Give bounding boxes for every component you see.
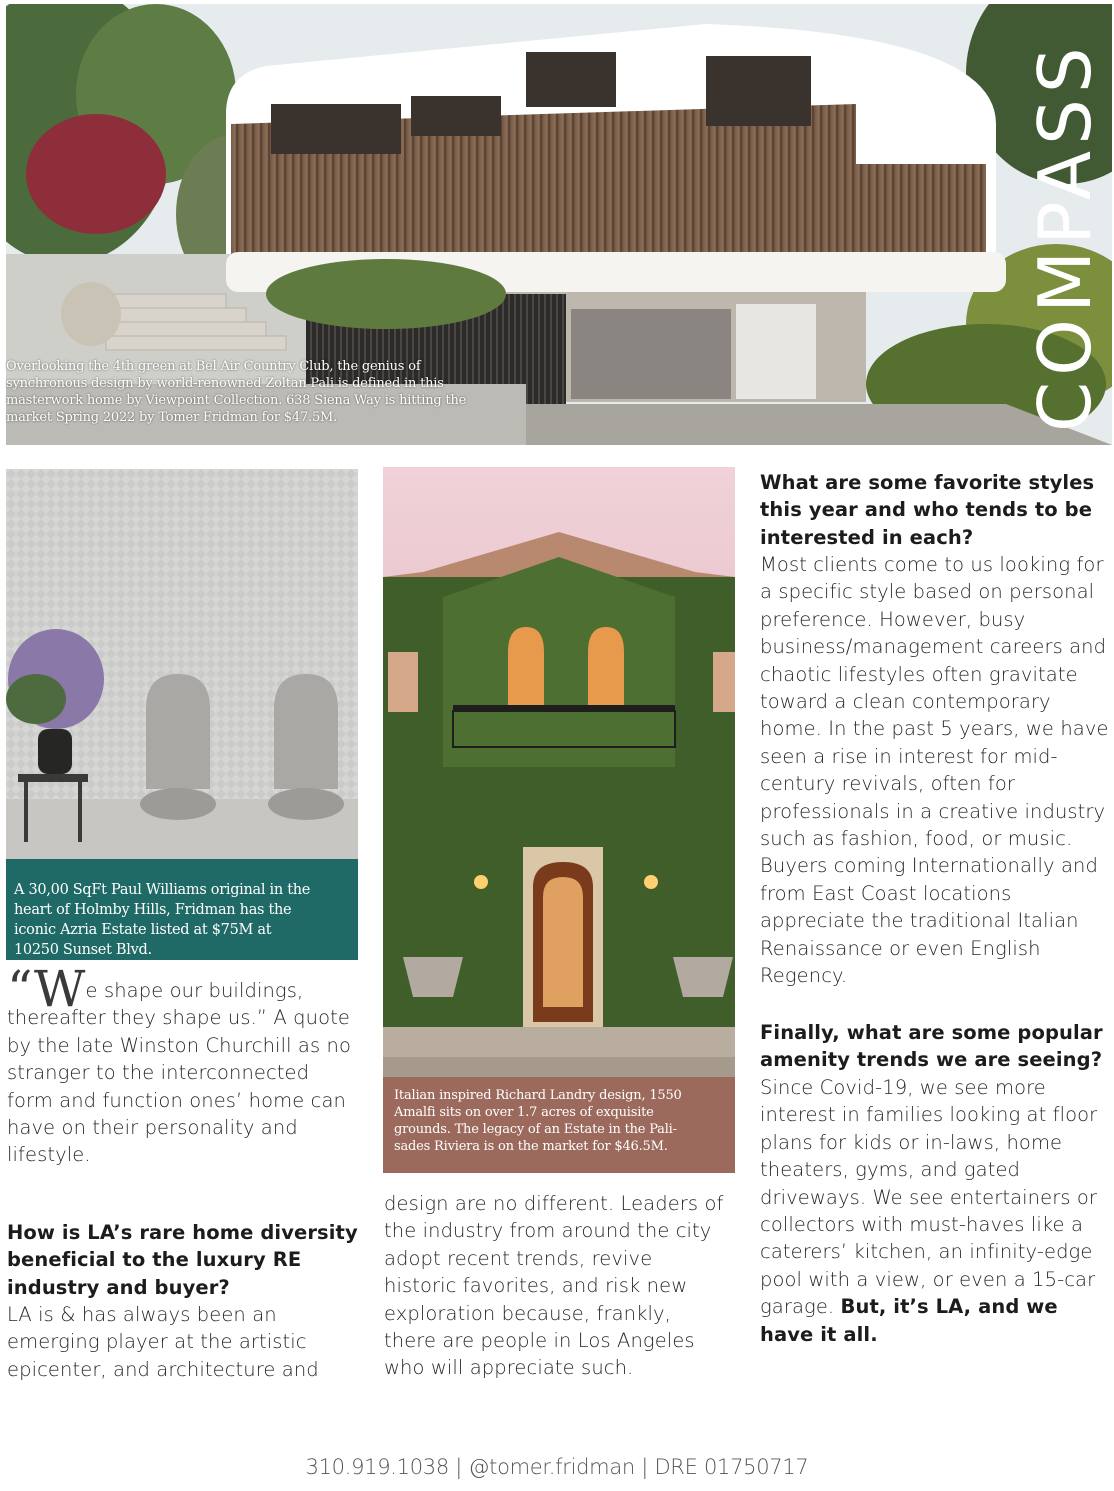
drop-cap: “W [7,960,86,1018]
amalfi-caption: Italian inspired Richard Landry design, 1550 Amalfi sits on over 1.7 acres of exquisite grounds. The legacy of an Estate in the Pali-sades Riviera is on the market for $46.5M. [394,1088,682,1154]
styles-answer: Most clients come to us looking for a specific style based on personal preference. However, busy business/management careers and chaotic lifestyles often gravitate toward a clean contemporary home. In the past 5 years, we have seen a rise in interest for mid-century revivals, often for professionals in a creative industry such as fashion, food, or music. Buyers coming Internationally and from East Coast locations appreciate the traditional Italian Renaissance or even English Regency. [760,553,1109,988]
footer-contact: 310.919.1038 | @tomer.fridman | DRE 01750717 [305,1455,809,1479]
compass-logo-text: COMPASS [1023,41,1107,432]
ivy-house-illustration [383,467,735,1173]
amenities-closing-bold: But, it’s LA, and we have it all. [760,1295,1058,1346]
quote-text: e shape our buildings, thereafter they shape us.” A quote by the late Winston Churchill as no stranger to the interconnected form and function ones’ home can have on their personality and lifestyle. [7,979,351,1167]
section-heading-diversity: How is LA’s rare home diversity beneficial to the luxury RE industry and buyer? [7,1221,358,1299]
compass-logo [1018,6,1108,438]
azria-caption: A 30,00 SqFt Paul Williams original in the heart of Holmby Hills, Fridman has the iconic Azria Estate listed at $75M at 10250 Sunset Blvd. [14,882,311,958]
diversity-answer: LA is & has always been an emerging player at the artistic epicenter, and architecture and [7,1303,319,1381]
column2-continuation: design are no different. Leaders of the industry from around the city adopt recent trends, revive historic favorites, and risk new exploration because, frankly, there are people in Los Angeles who will appreciate such. [384,1192,724,1380]
hero-caption: Overlooking the 4th green at Bel Air Country Club, the genius of synchronous design by world-renowned Zoltan Pali is defined in this masterwork home by Viewpoint Collection. 638 Siena Way is hitting the market Spring 2022 by Tomer Fridman for $47.5M. [6,359,467,425]
amalfi-estate-photo [383,467,735,1173]
amenities-answer [760,1074,1110,1348]
section-heading-amenities: Finally, what are some popular amenity trends we are seeing? [760,1021,1103,1072]
section-heading-styles: What are some favorite styles this year and who tends to be interested in each? [760,471,1095,549]
intro-quote [7,960,359,1169]
amenities-answer-text: Since Covid-19, we see more interest in families looking at floor plans for kids or in-laws, home theaters, gyms, and gated driveways. We see entertainers or collectors with must-haves like a caterers’ kitchen, an infinity-edge pool with a view, or even a 15-car garage. [760,1076,1098,1319]
